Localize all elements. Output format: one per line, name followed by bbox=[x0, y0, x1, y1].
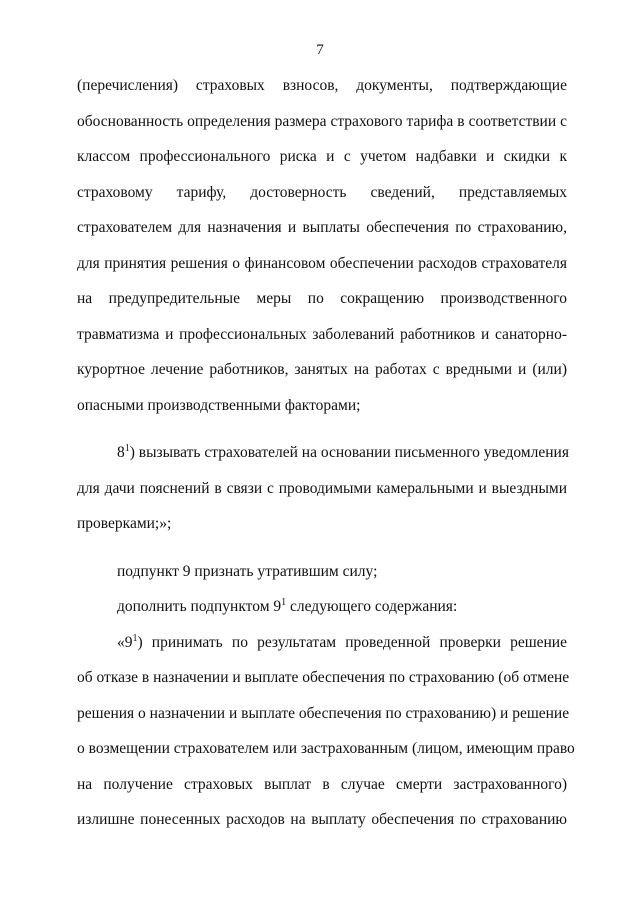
text-line: проверками;»; bbox=[77, 515, 172, 532]
text-line: «$9^1$) принимать по результатам проведенной проверки решение bbox=[117, 632, 567, 651]
text-line: на получение страховых выплат в случае смерти застрахованного) bbox=[77, 775, 567, 793]
text-line: для дачи пояснений в связи с проводимыми камеральными и выездными bbox=[77, 479, 567, 497]
text-line: для принятия решения о финансовом обеспечении расходов страхователя bbox=[77, 254, 567, 272]
text-line: страховому тарифу, достоверность сведений, представляемых bbox=[77, 183, 567, 201]
paragraph-inspection-documents bbox=[77, 76, 567, 431]
page-number: 7 bbox=[316, 42, 324, 58]
text-line: дополнить подпунктом $9^1$ следующего содержания: bbox=[117, 597, 458, 615]
text-line: решения о назначении и выплате обеспечения по страхованию) и решение bbox=[77, 704, 570, 722]
text-line: опасными производственными факторами; bbox=[77, 396, 361, 414]
superscript: 1 bbox=[132, 632, 138, 644]
text-line: об отказе в назначении и выплате обеспечения по страхованию (об отмене bbox=[77, 669, 570, 686]
text-line: страхователем для назначения и выплаты обеспечения по страхованию, bbox=[77, 219, 567, 236]
text-line: $8^1$) вызывать страхователей на основании письменного уведомления bbox=[117, 443, 569, 461]
paragraph-add-subclause-9-1 bbox=[77, 597, 567, 633]
document-body bbox=[77, 76, 575, 846]
paragraph-subclause-9-repealed bbox=[77, 562, 567, 598]
text-line: классом профессионального риска и с учетом надбавки и скидки к bbox=[77, 148, 567, 165]
item-number: 8 bbox=[117, 444, 125, 461]
text-line: обоснованность определения размера страхового тарифа в соответствии с bbox=[77, 112, 567, 130]
superscript: 1 bbox=[124, 443, 130, 454]
text-line: травматизма и профессиональных заболеваний работников и санаторно- bbox=[77, 325, 567, 343]
text-line: подпункт 9 признать утратившим силу; bbox=[117, 562, 378, 580]
text-line: о возмещении страхователем или застрахованным (лицом, имеющим право bbox=[77, 740, 575, 757]
text-line: излишне понесенных расходов на выплату обеспечения по страхованию bbox=[77, 811, 567, 828]
text-line: курортное лечение работников, занятых на работах с вредными и (или) bbox=[77, 361, 567, 378]
superscript: 1 bbox=[281, 597, 287, 608]
text-line: (перечисления) страховых взносов, документы, подтверждающие bbox=[77, 77, 567, 94]
paragraph-subclause-9-1-text bbox=[77, 632, 575, 846]
paragraph-subclause-8-1 bbox=[77, 443, 567, 550]
text-line: на предупредительные меры по сокращению производственного bbox=[77, 290, 567, 307]
